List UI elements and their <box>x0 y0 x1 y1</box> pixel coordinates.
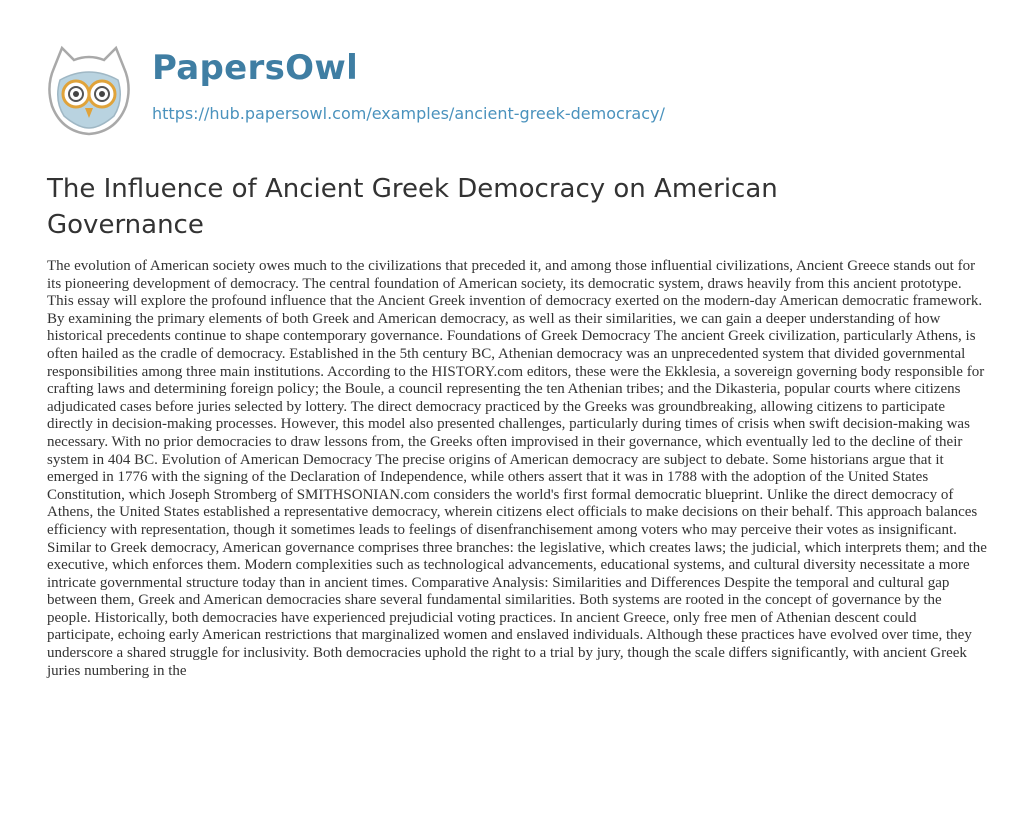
source-url[interactable]: https://hub.papersowl.com/examples/ancient-greek-democracy/ <box>152 104 665 123</box>
brand-name[interactable]: PapersOwl <box>152 48 359 88</box>
essay-body: The evolution of American society owes much to the civilizations that preceded it, and among those influential civilizations, Ancient Greece stands out for its pioneering development of democracy. The central foundation of American society, its democratic system, draws heavily from this ancient prototype. This essay will explore the profound influence that the Ancient Greek invention of democracy exerted on the modern-day American democratic framework. By examining the primary elements of both Greek and American democracy, as well as their similarities, we can gain a deeper understanding of how historical precedents continue to shape contemporary governance. Foundations of Greek Democracy The ancient Greek civilization, particularly Athens, is often hailed as the cradle of democracy. Established in the 5th century BC, Athenian democracy was an unprecedented system that divided governmental responsibilities among three main institutions. According to the HISTORY.com editors, these were the Ekklesia, a sovereign governing body responsible for crafting laws and determining foreign policy; the Boule, a council representing the ten Athenian tribes; and the Dikasteria, popular courts where citizens adjudicated cases before juries selected by lottery. The direct democracy practiced by the Greeks was groundbreaking, allowing citizens to participate directly in decision-making processes. However, this model also presented challenges, particularly during times of crisis when swift decision-making was necessary. With no prior democracies to draw lessons from, the Greeks often improvised in their governance, which eventually led to the decline of their system in 404 BC. Evolution of American Democracy The precise origins of American democracy are subject to debate. Some historians argue that it emerged in 1776 with the signing of the Declaration of Independence, while others assert that it was in 1788 with the adoption of the United States Constitution, which Joseph Stromberg of SMITHSONIAN.com considers the world's first formal democratic blueprint. Unlike the direct democracy of Athens, the United States established a representative democracy, wherein citizens elect officials to make decisions on their behalf. This approach balances efficiency with representation, though it sometimes leads to feelings of disenfranchisement among voters who may perceive their votes as insignificant. Similar to Greek democracy, American governance comprises three branches: the legislative, which creates laws; the judicial, which interprets them; and the executive, which enforces them. Modern complexities such as technological advancements, educational systems, and cultural diversity necessitate a more intricate governmental structure today than in ancient times. Comparative Analysis: Similarities and Differences Despite the temporal and cultural gap between them, Greek and American democracies share several fundamental similarities. Both systems are rooted in the concept of governance by the people. Historically, both democracies have experienced prejudicial voting practices. In ancient Greece, only free men of Athenian descent could participate, echoing early American restrictions that marginalized women and enslaved individuals. Although these practices have evolved over time, they underscore a shared struggle for inclusivity. Both democracies uphold the right to a trial by jury, though the scale differs significantly, with ancient Greek juries numbering in the <box>47 258 987 679</box>
owl-logo-icon <box>44 34 134 144</box>
essay-title: The Influence of Ancient Greek Democracy on American Governance <box>47 174 778 240</box>
site-header <box>44 34 984 144</box>
